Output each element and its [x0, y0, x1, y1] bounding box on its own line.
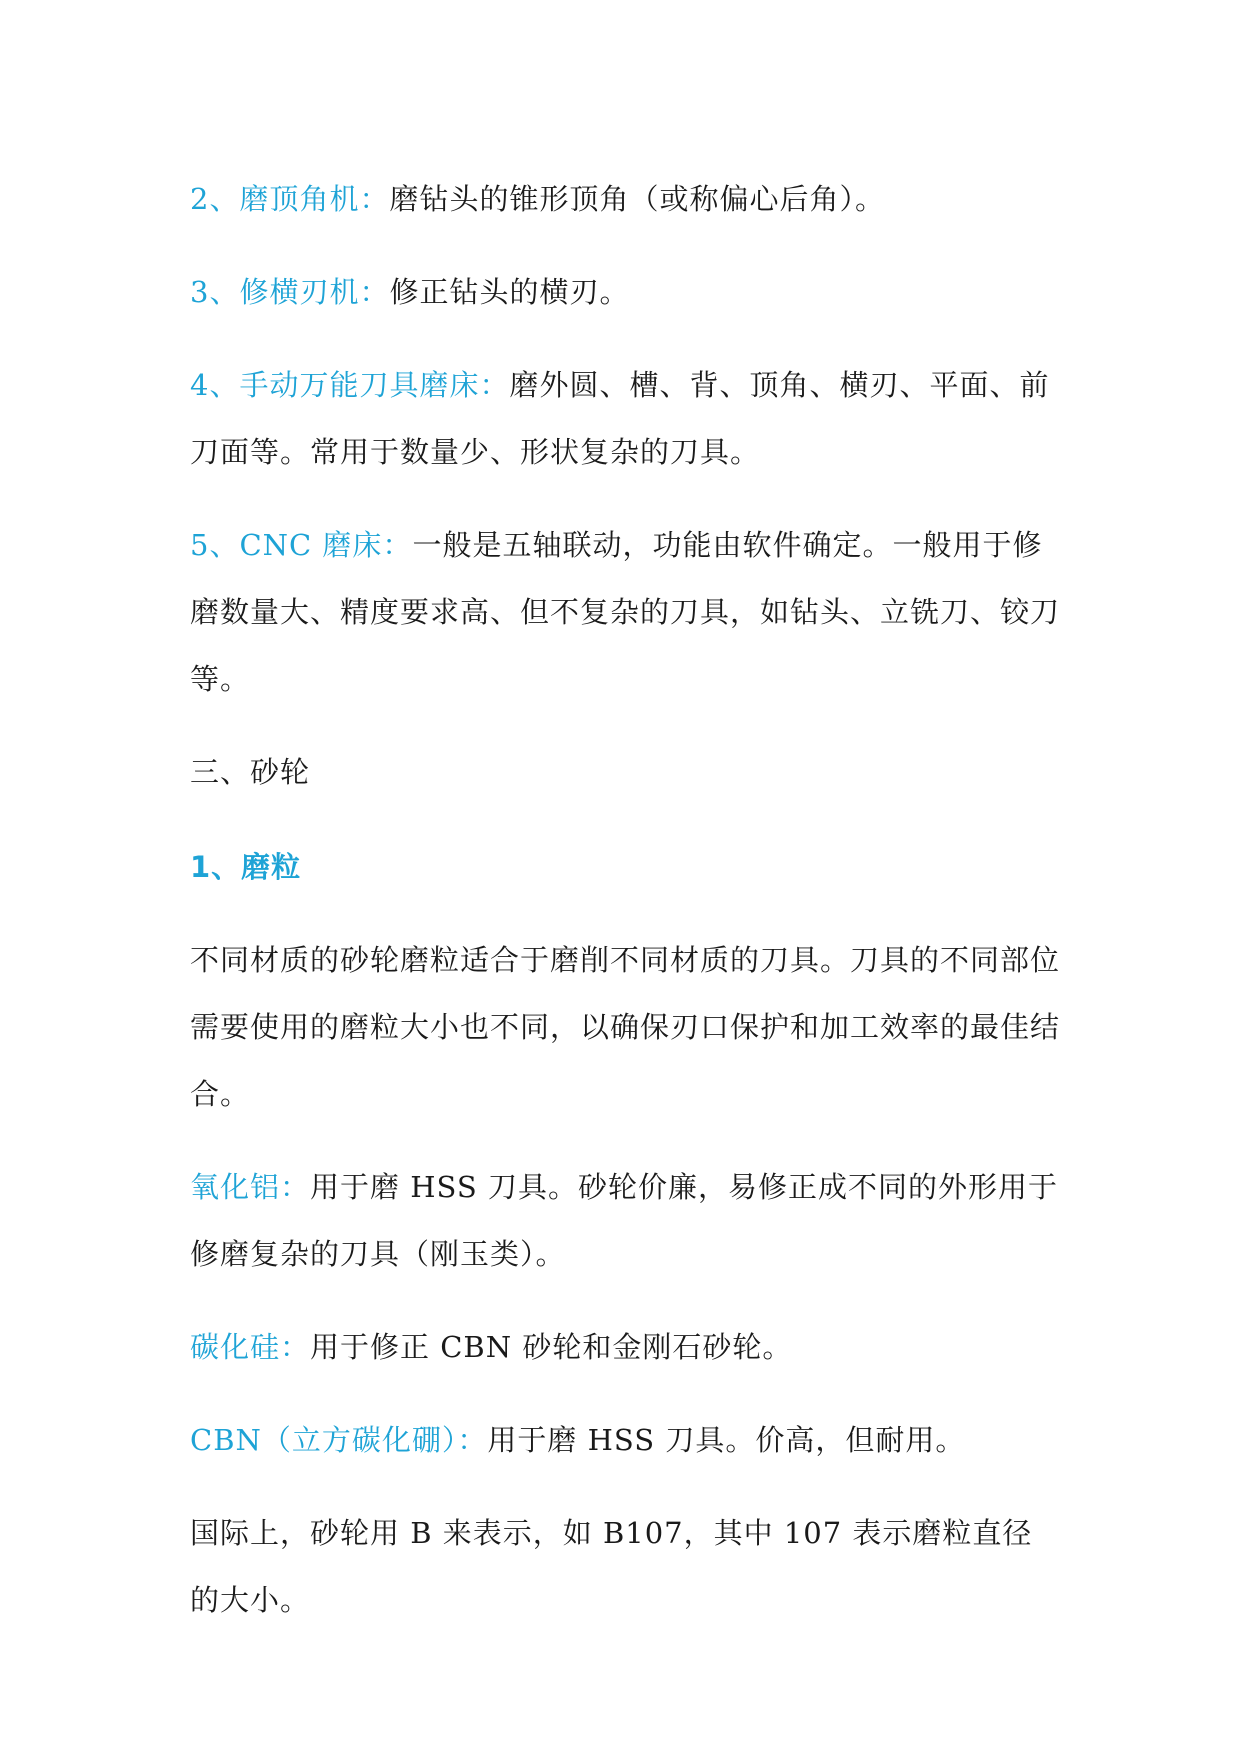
section-title: 三、砂轮: [190, 755, 311, 789]
item-label: 5、CNC 磨床：: [190, 528, 413, 562]
list-item-cnc-grinder: [190, 512, 1060, 713]
material-label: CBN（立方碳化硼）：: [190, 1423, 488, 1457]
item-text: 修正钻头的横刃。: [389, 275, 630, 309]
material-text: 用于修正 CBN 砂轮和金刚石砂轮。: [310, 1330, 793, 1364]
list-item-manual-universal-grinder: [190, 352, 1060, 486]
material-label: 氧化铝：: [190, 1170, 311, 1204]
list-item-grinding-point-angle: [190, 166, 1060, 233]
material-item-silicon-carbide: [190, 1314, 1060, 1381]
material-label: 碳化硅：: [190, 1330, 311, 1364]
intro-paragraph: 不同材质的砂轮磨粒适合于磨削不同材质的刀具。刀具的不同部位需要使用的磨粒大小也不同，以确保刃口保护和加工效率的最佳结合。: [190, 943, 1061, 1111]
item-label: 2、磨顶角机：: [190, 182, 390, 216]
item-text: 磨外圆、槽、背、顶角、横刃、平面、前刀面等。常用于数量少、形状复杂的刀具。: [190, 368, 1050, 469]
item-text: 一般是五轴联动，功能由软件确定。一般用于修磨数量大、精度要求高、但不复杂的刀具，如钻头、立铣刀、铰刀等。: [190, 528, 1061, 696]
subsection-title: [190, 834, 1060, 901]
list-item-chisel-edge-machine: [190, 259, 1060, 326]
closing-paragraph: 国际上，砂轮用 B 来表示，如 B107，其中 107 表示磨粒直径的大小。: [190, 1516, 1033, 1617]
item-text: 磨钻头的锥形顶角（或称偏心后角）。: [389, 182, 885, 216]
item-label: 3、修横刃机：: [190, 275, 390, 309]
material-text: 用于磨 HSS 刀具。价高，但耐用。: [487, 1423, 966, 1457]
document-content: [190, 166, 1060, 1660]
item-label: 4、手动万能刀具磨床：: [190, 368, 510, 402]
material-item-alumina: [190, 1154, 1060, 1288]
material-item-cbn: [190, 1407, 1060, 1474]
subsection-title-text: 1、磨粒: [190, 850, 302, 884]
material-text: 用于磨 HSS 刀具。砂轮价廉，易修正成不同的外形用于修磨复杂的刀具（刚玉类）。: [190, 1170, 1058, 1271]
